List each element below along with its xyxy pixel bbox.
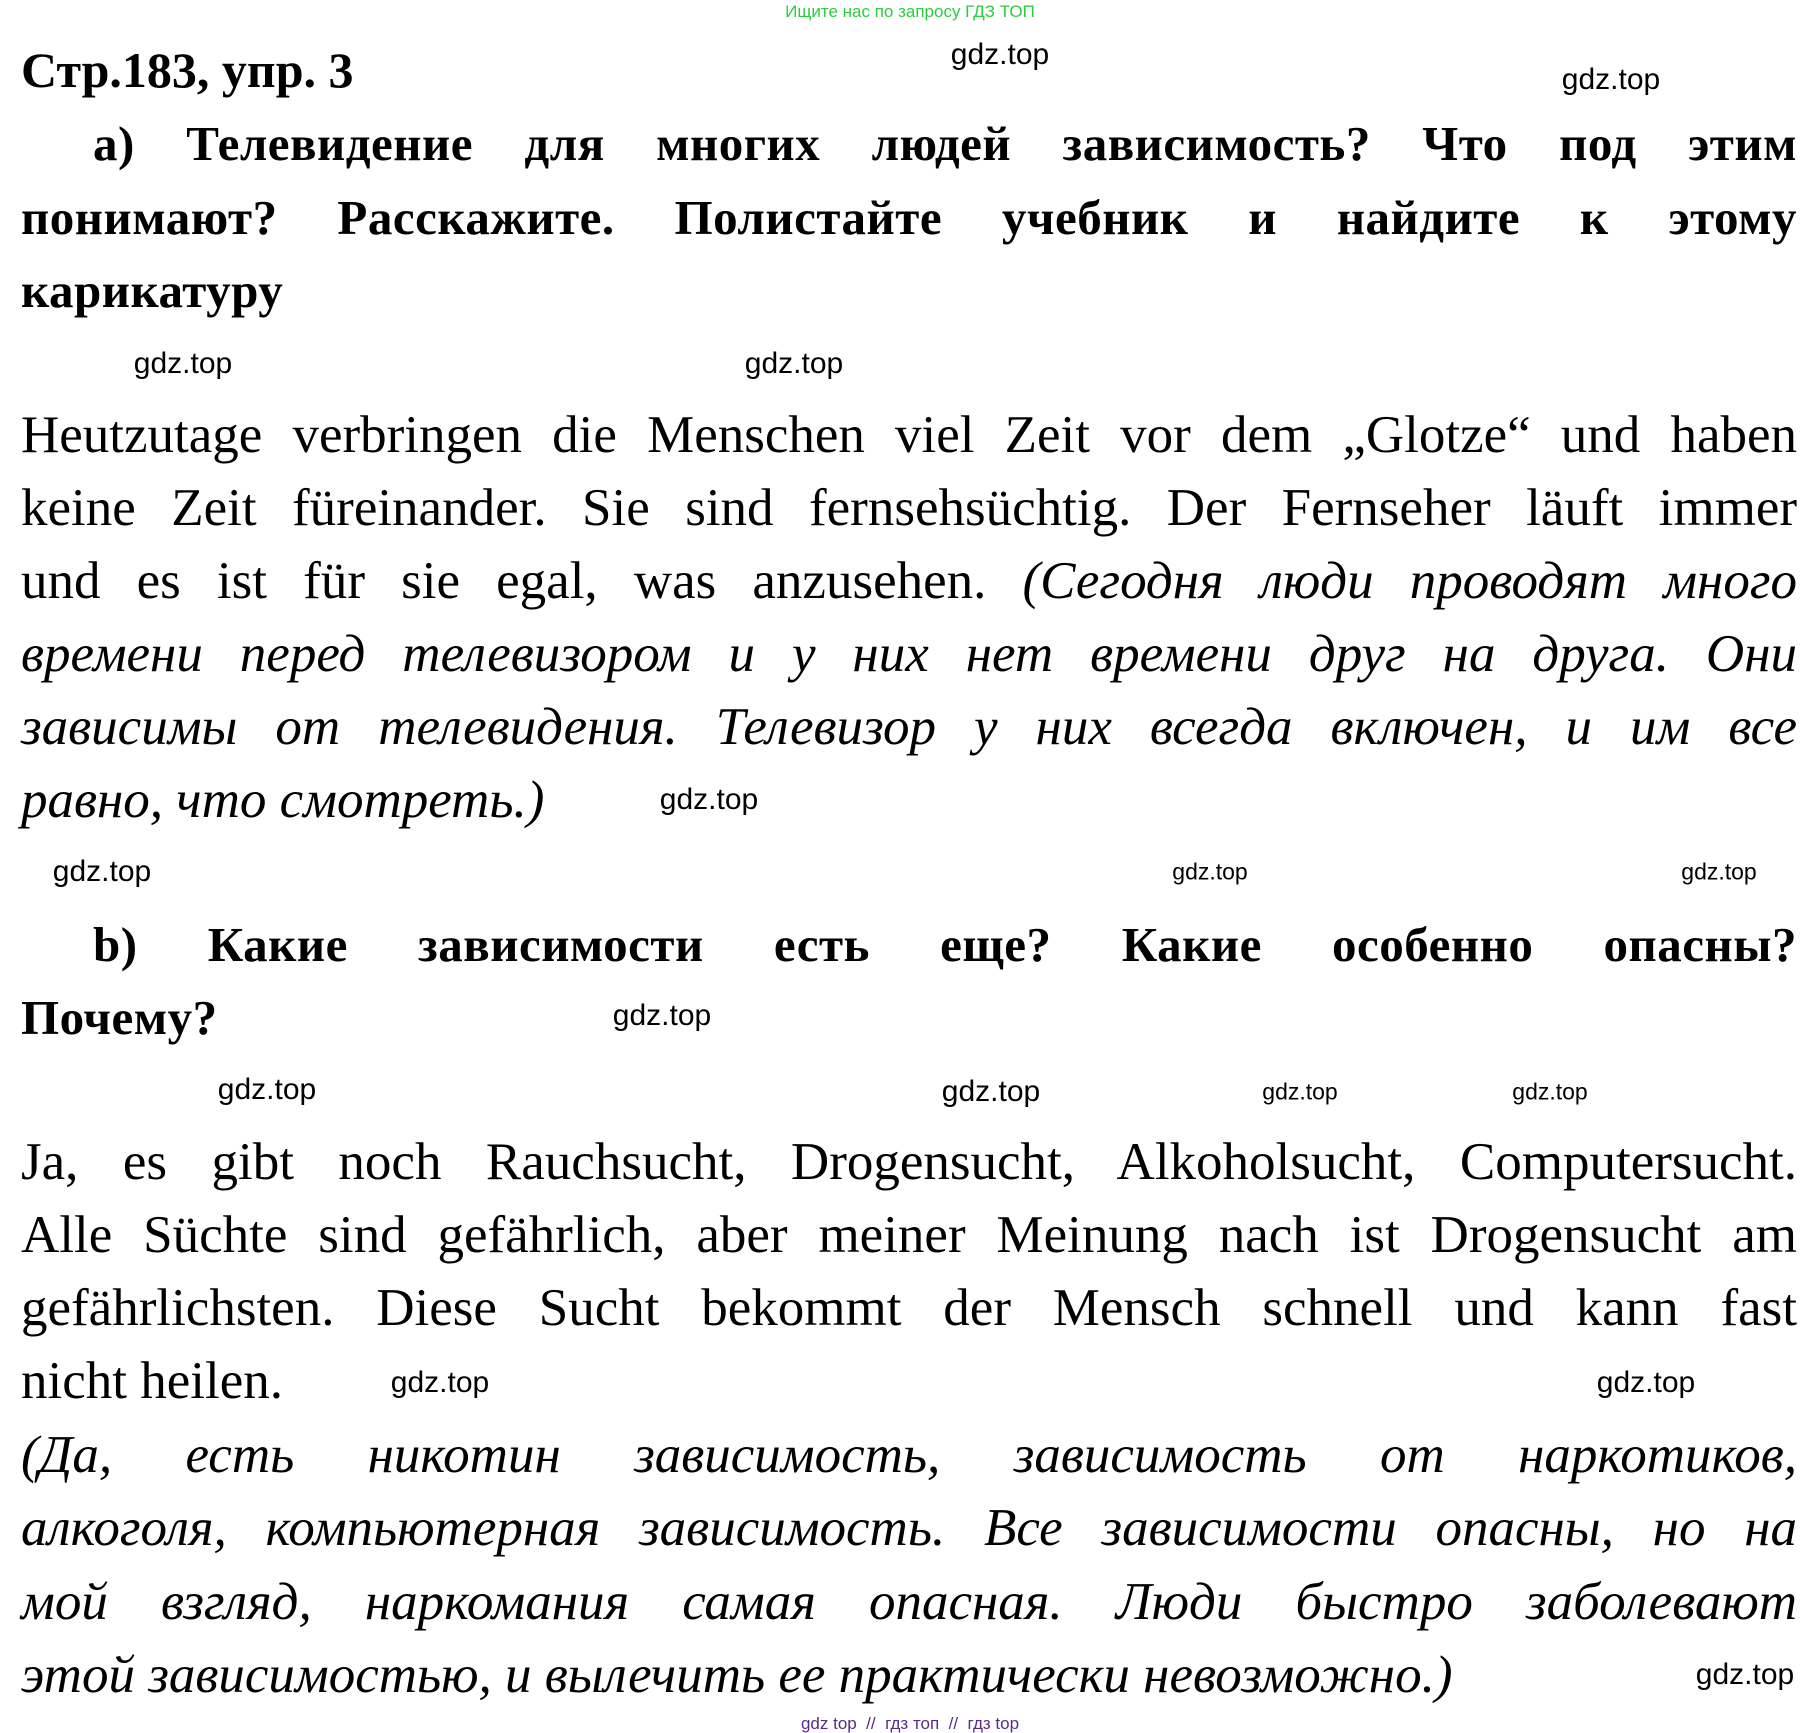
question-b-line: b) Какие зависимости есть еще? Какие особенно опасны?: [93, 917, 1797, 972]
answer-a-translation-line: времени перед телевизором и у них нет времени друг на друга. Они: [21, 625, 1797, 683]
answer-b-translation-line: алкоголя, компьютерная зависимость. Все зависимости опасны, но на: [21, 1499, 1797, 1557]
answer-a-translation-line: зависимы от телевидения. Телевизор у них всегда включен, и им все: [21, 698, 1797, 756]
page-title: Стр.183, упр. 3: [21, 42, 354, 98]
footer-watermark: gdz top // гдз топ // гдз top: [800, 1714, 1020, 1733]
answer-b-line: gefährlichsten. Diese Sucht bekommt der Mensch schnell und kann fast: [21, 1279, 1797, 1337]
watermark: gdz.top: [744, 347, 844, 380]
watermark: gdz.top: [1262, 1078, 1338, 1105]
watermark: gdz.top: [133, 347, 233, 380]
question-b-line: Почему?: [21, 990, 218, 1045]
question-a-line: понимают? Расскажите. Полистайте учебник и найдите к этому: [21, 190, 1797, 245]
answer-a-line: Heutzutage verbringen die Menschen viel Zeit vor dem „Glotze“ und haben: [21, 406, 1797, 464]
answer-a-translation-line: равно, что смотреть.): [21, 771, 545, 829]
russian-translation: (Сегодня люди проводят много: [1022, 552, 1797, 610]
watermark: gdz.top: [1695, 1658, 1795, 1691]
watermark: gdz.top: [1172, 858, 1248, 885]
watermark: gdz.top: [612, 999, 712, 1032]
german-text: und es ist für sie egal, was anzusehen.: [21, 552, 987, 610]
question-a-line: a) Телевидение для многих людей зависимость? Что под этим: [93, 116, 1797, 171]
answer-a-line: keine Zeit füreinander. Sie sind fernsehsüchtig. Der Fernseher läuft immer: [21, 479, 1797, 537]
search-banner: Ищите нас по запросу ГДЗ ТОП: [785, 2, 1035, 21]
answer-a-line: [21, 546, 1797, 616]
answer-b-line: Ja, es gibt noch Rauchsucht, Drogensucht, Alkoholsucht, Computersucht.: [21, 1133, 1797, 1191]
watermark: gdz.top: [1561, 63, 1661, 96]
question-a-line: карикатуру: [21, 263, 284, 318]
watermark: gdz.top: [950, 38, 1050, 71]
watermark: gdz.top: [1512, 1078, 1588, 1105]
answer-b-line: Alle Süchte sind gefährlich, aber meiner Meinung nach ist Drogensucht am: [21, 1206, 1797, 1264]
watermark: gdz.top: [1681, 858, 1757, 885]
watermark: gdz.top: [1596, 1366, 1696, 1399]
answer-b-line: nicht heilen.: [21, 1352, 283, 1410]
watermark: gdz.top: [659, 783, 759, 816]
answer-b-translation-line: (Да, есть никотин зависимость, зависимость от наркотиков,: [21, 1426, 1797, 1484]
watermark: gdz.top: [941, 1075, 1041, 1108]
watermark: gdz.top: [390, 1366, 490, 1399]
answer-b-translation-line: этой зависимостью, и вылечить ее практически невозможно.): [21, 1646, 1453, 1704]
watermark: gdz.top: [217, 1073, 317, 1106]
watermark: gdz.top: [52, 855, 152, 888]
answer-b-translation-line: мой взгляд, наркомания самая опасная. Люди быстро заболевают: [21, 1573, 1797, 1631]
